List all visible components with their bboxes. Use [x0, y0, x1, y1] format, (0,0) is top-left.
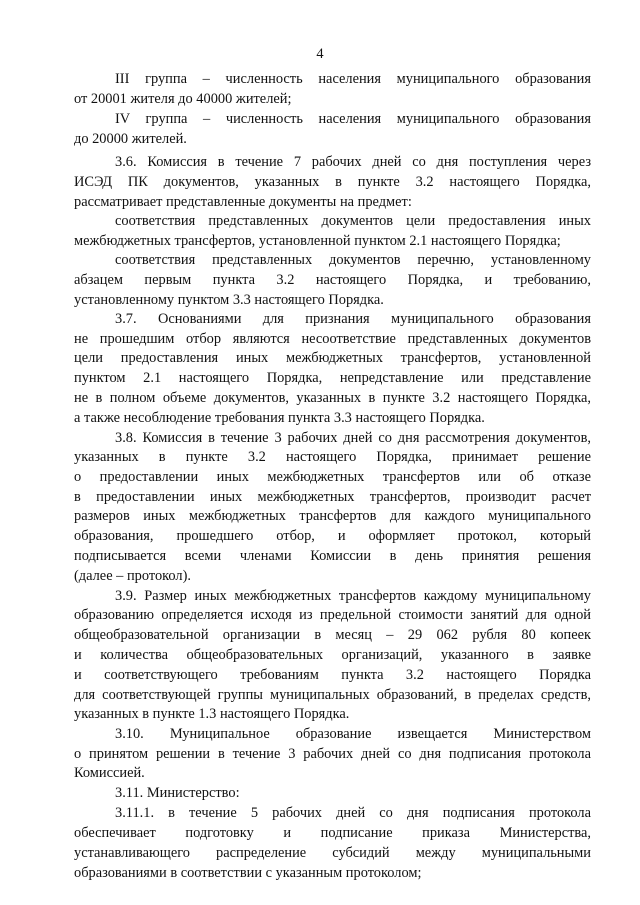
text-line: цели предоставления иных межбюджетных трансфертов, установленной	[74, 350, 591, 366]
text-line: 3.8. Комиссия в течение 3 рабочих дней со дня рассмотрения документов,	[115, 430, 591, 446]
text-line: обеспечивает подготовку и подписание приказа Министерства,	[74, 825, 591, 841]
text-line: 3.9. Размер иных межбюджетных трансфертов каждому муниципальному	[115, 588, 591, 604]
text-line: ИСЭД ПК документов, указанных в пункте 3.2 настоящего Порядка,	[74, 174, 591, 190]
text-line: 3.11. Министерство:	[115, 785, 240, 801]
text-line: не в полном объеме документов, указанных в пункте 3.2 настоящего Порядка,	[74, 390, 591, 406]
text-line: указанных в пункте 3.2 настоящего Порядка, принимает решение	[74, 449, 591, 465]
text-line: установленному пунктом 3.3 настоящего Порядка.	[74, 292, 384, 308]
text-line: о принятом решении в течение 3 рабочих дней со дня подписания протокола	[74, 746, 591, 762]
text-line: образованию определяется исходя из предельной стоимости занятий для одной	[74, 607, 591, 623]
text-line: до 20000 жителей.	[74, 131, 187, 147]
text-line: для соответствующей группы муниципальных образований, в пределах средств,	[74, 687, 591, 703]
text-line: указанных в пункте 1.3 настоящего Порядка.	[74, 706, 350, 722]
text-line: III группа – численность населения муниципального образования	[115, 71, 591, 87]
text-line: 3.11.1. в течение 5 рабочих дней со дня подписания протокола	[115, 805, 591, 821]
text-line: устанавливающего распределение субсидий между муниципальными	[74, 845, 591, 861]
text-line: размеров иных межбюджетных трансфертов для каждого муниципального	[74, 508, 591, 524]
text-line: о предоставлении иных межбюджетных трансфертов или об отказе	[74, 469, 591, 485]
text-line: общеобразовательной организации в месяц – 29 062 рубля 80 копеек	[74, 627, 591, 643]
text-line: соответствия представленных документов перечню, установленному	[115, 252, 591, 268]
text-line: в предоставлении иных межбюджетных трансфертов, производит расчет	[74, 489, 591, 505]
text-line: не прошедшим отбор являются несоответствие представленных документов	[74, 331, 591, 347]
text-line: (далее – протокол).	[74, 568, 192, 584]
text-line: и соответствующего требованиям пункта 3.2 настоящего Порядка	[74, 667, 591, 683]
text-line: IV группа – численность населения муниципального образования	[115, 111, 591, 127]
text-line: пунктом 2.1 настоящего Порядка, непредставление или представление	[74, 370, 591, 386]
text-line: рассматривает представленные документы на предмет:	[74, 194, 412, 210]
text-line: абзацем первым пункта 3.2 настоящего Порядка, и требованию,	[74, 272, 591, 288]
text-line: межбюджетных трансфертов, установленной пунктом 2.1 настоящего Порядка;	[74, 233, 561, 249]
text-line: Комиссией.	[74, 765, 145, 781]
text-line: 3.6. Комиссия в течение 7 рабочих дней со дня поступления через	[115, 154, 591, 170]
text-line: 3.10. Муниципальное образование извещается Министерством	[115, 726, 591, 742]
page-number: 4	[316, 46, 324, 62]
text-line: 3.7. Основаниями для признания муниципального образования	[115, 311, 591, 327]
text-line: образованиями в соответствии с указанным протоколом;	[74, 865, 422, 881]
text-line: от 20001 жителя до 40000 жителей;	[74, 91, 292, 107]
text-line: а также несоблюдение требования пункта 3.3 настоящего Порядка.	[74, 410, 485, 426]
text-line: образования, прошедшего отбор, и оформляет протокол, который	[74, 528, 591, 544]
text-line: и количества общеобразовательных организаций, указанного в заявке	[74, 647, 591, 663]
text-line: подписывается всеми членами Комиссии в день принятия решения	[74, 548, 591, 564]
text-line: соответствия представленных документов цели предоставления иных	[115, 213, 591, 229]
